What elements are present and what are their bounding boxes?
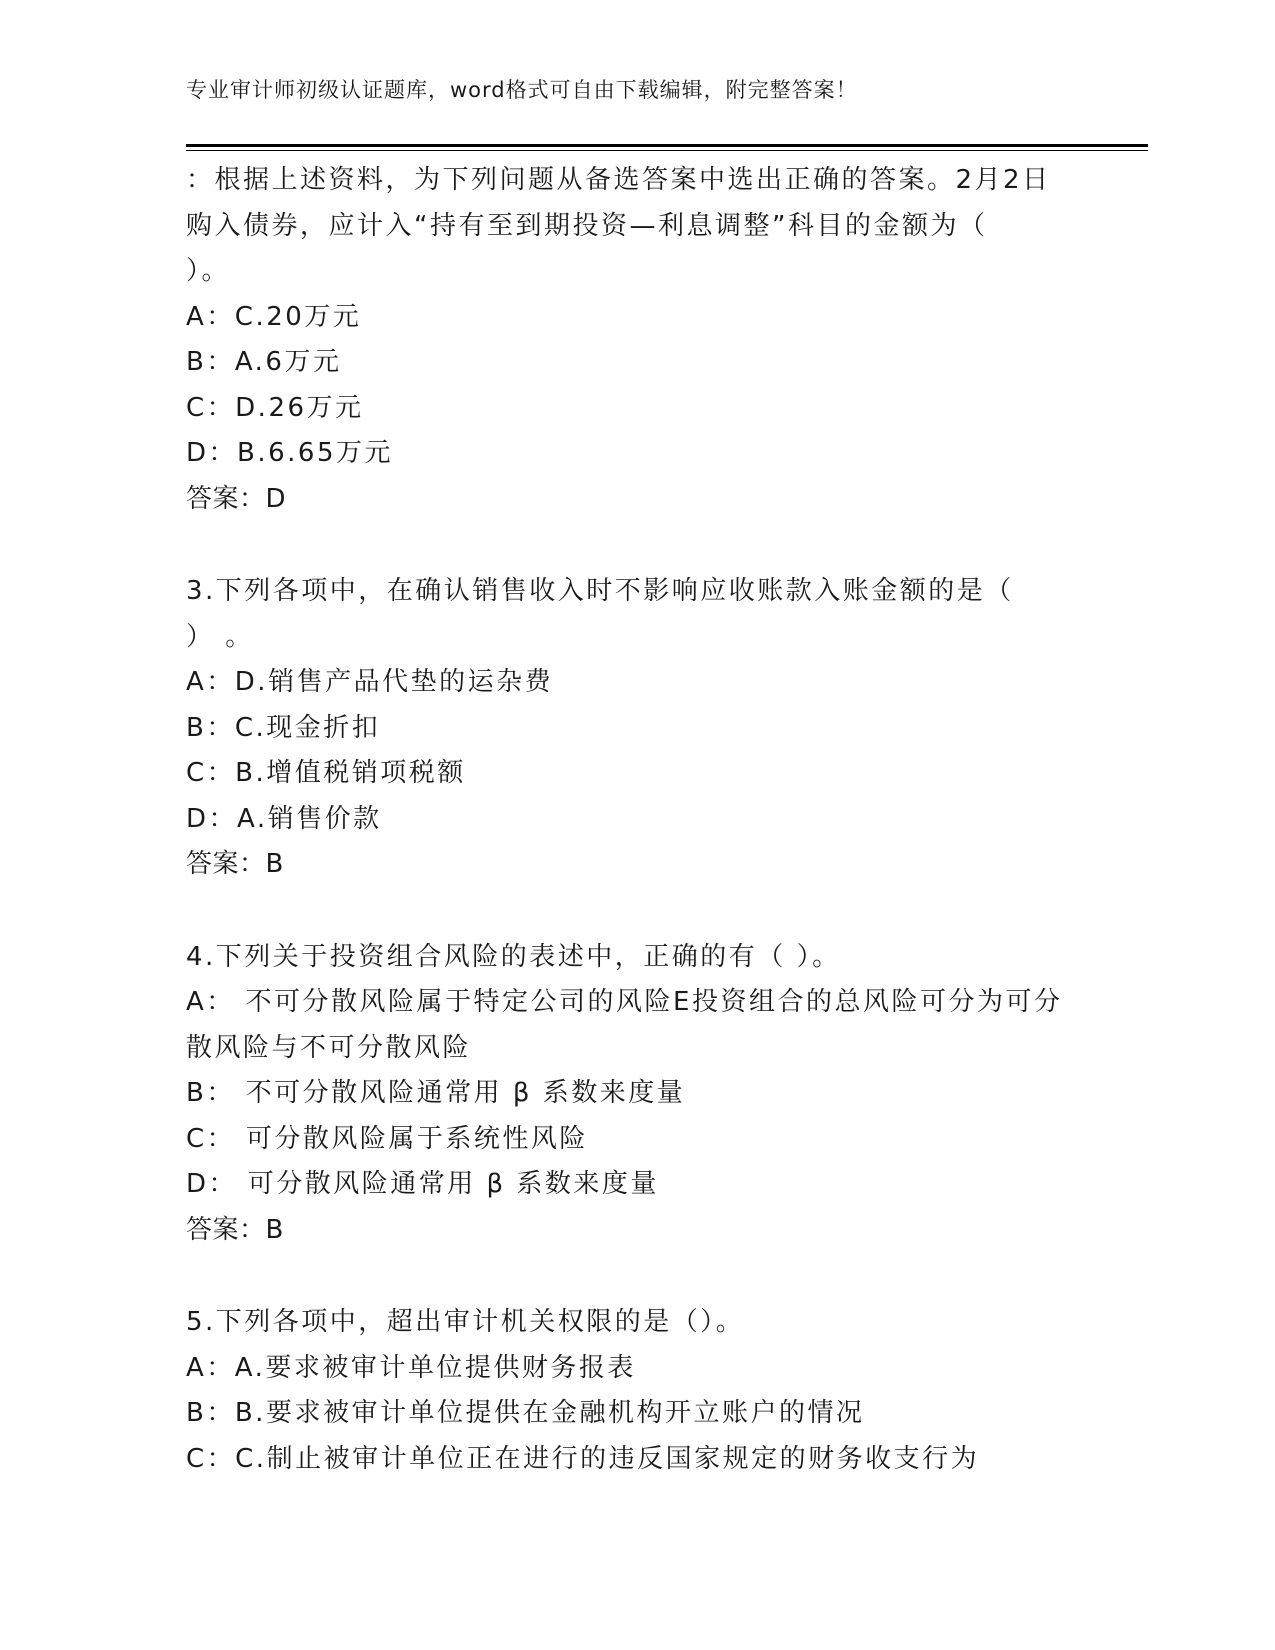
option-c: C： 可分散风险属于系统性风险 bbox=[186, 1123, 588, 1154]
option-d: D：B.6.65万元 bbox=[186, 438, 394, 468]
option-b: B：C.现金折扣 bbox=[186, 712, 381, 743]
question-stem: 3.下列各项中，在确认销售收入时不影响应收账款入账金额的是（ bbox=[186, 576, 1014, 606]
option-a: A：A.要求被审计单位提供财务报表 bbox=[186, 1352, 636, 1383]
header-note: 专业审计师初级认证题库，word格式可自由下载编辑，附完整答案！ bbox=[186, 78, 858, 102]
question-list bbox=[186, 158, 1086, 1482]
option-d: D：A.销售价款 bbox=[186, 803, 382, 834]
option-c: C：C.制止被审计单位正在进行的违反国家规定的财务收支行为 bbox=[186, 1443, 980, 1474]
option-a: A：D.销售产品代垫的运杂费 bbox=[186, 667, 554, 697]
question-2 bbox=[186, 158, 1086, 522]
option-c: C：D.26万元 bbox=[186, 392, 364, 423]
option-a-continued: 散风险与不可分散风险 bbox=[186, 1032, 472, 1063]
question-stem: ）。 bbox=[186, 256, 231, 286]
option-d: D： 可分散风险通常用 β 系数来度量 bbox=[186, 1169, 659, 1199]
spacer bbox=[186, 888, 1086, 935]
question-5 bbox=[186, 1300, 1086, 1482]
spacer bbox=[186, 1253, 1086, 1300]
answer-line: 答案：B bbox=[186, 849, 284, 879]
question-stem: 5.下列各项中，超出审计机关权限的是（）。 bbox=[186, 1307, 745, 1337]
option-c: C：B.增值税销项税额 bbox=[186, 758, 466, 788]
option-b: B： 不可分散风险通常用 β 系数来度量 bbox=[186, 1078, 686, 1108]
question-stem: ） 。 bbox=[186, 621, 254, 652]
option-b: B：B.要求被审计单位提供在金融机构开立账户的情况 bbox=[186, 1398, 865, 1428]
option-a: A： 不可分散风险属于特定公司的风险E投资组合的总风险可分为可分 bbox=[186, 987, 1063, 1017]
option-b: B：A.6万元 bbox=[186, 347, 342, 377]
question-stem: 4.下列关于投资组合风险的表述中，正确的有（ ）。 bbox=[186, 941, 841, 972]
answer-line: 答案：B bbox=[186, 1214, 284, 1245]
question-3 bbox=[186, 569, 1086, 888]
question-4 bbox=[186, 935, 1086, 1254]
spacer bbox=[186, 522, 1086, 569]
header-rule-thin bbox=[186, 150, 1148, 151]
header-rule-thick bbox=[186, 144, 1148, 147]
answer-line: 答案：D bbox=[186, 483, 287, 514]
question-stem: ：根据上述资料，为下列问题从备选答案中选出正确的答案。2月2日 bbox=[186, 165, 1051, 195]
question-stem: 购入债券，应计入“持有至到期投资—利息调整”科目的金额为（ bbox=[186, 210, 988, 241]
option-a: A：C.20万元 bbox=[186, 301, 362, 332]
